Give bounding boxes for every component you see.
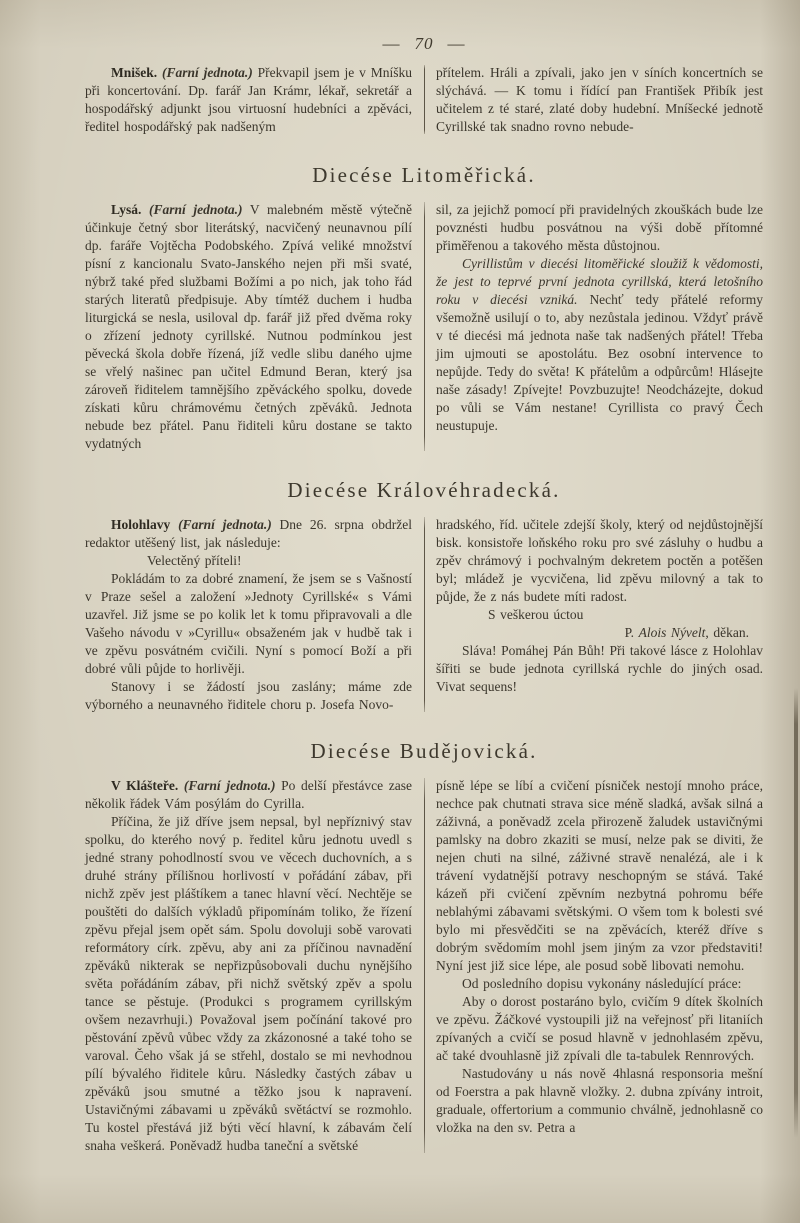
signature-name: Alois Nývelt xyxy=(638,625,706,640)
paragraph-stanovy xyxy=(85,678,412,714)
paragraph-text: přítelem. Hráli a zpívali, jako jen v síních koncertních se slýchává. — K tomu i řídící pan František Přibík jest učitelem z té staré, zlaté doby hudební. Mníšecké jednotě Cyrillské tak snadno rovno nebude- xyxy=(436,65,763,134)
paragraph-od-posledniho xyxy=(436,975,763,993)
paragraph-text: Po delší přestávce zase několik řádek Vám posýlám do Cyrilla. xyxy=(85,778,412,811)
intro-right-column xyxy=(436,64,763,136)
paragraph-letter-body xyxy=(85,570,412,678)
paragraph-text: Aby o dorost postaráno bylo, cvičím 9 dítek školních ve zpěvu. Žáčkové vystoupili již na veřejnosť při litaniích zpívaných a cvičí se posud hlavně v jednohlasém zpěvu, ač také dvouhlasně již zpívali dle ta-tabulek Rennrových. xyxy=(436,994,763,1063)
parish-name: Mnišek. xyxy=(111,65,158,80)
section-litomerice xyxy=(85,201,763,453)
diocese-heading-hradec: Diecése Královéhradecká. xyxy=(287,478,561,502)
litomerice-right-column xyxy=(436,201,763,453)
letter-closing: S veškerou úctou xyxy=(488,607,584,622)
column-divider xyxy=(424,778,425,1153)
signature-title: , děkan. xyxy=(705,625,749,640)
parish-subtitle: (Farní jednota.) xyxy=(162,65,253,80)
paragraph-holohlavy-continued xyxy=(436,516,763,606)
paragraph-cyrillistum xyxy=(436,255,763,435)
column-divider xyxy=(424,517,425,712)
paragraph-slava xyxy=(436,642,763,696)
paragraph-text: Nastudovány u nás nově 4hlasná responsoria mešní od Foerstra a pak hlavně vložky. 2. dubna zpívány introit, graduale, offertorium a communio chválně, jednohlasně co vložka na den sv. Petra a xyxy=(436,1066,763,1135)
page-number-dash-right: — xyxy=(447,34,466,53)
paragraph-text: hradského, říd. učitele zdejší školy, který od nejdůstojnější bisk. konsistoře loňského roku pro své zásluhy o hudbu a zpěv chrámový i pochvalným dekretem poctěn a potěšen byl; mládež je vycvičena, lid zpěvu milovný a tak to půjde, že z nás budete míti radost. xyxy=(436,517,763,604)
litomerice-left-column xyxy=(85,201,412,453)
parish-subtitle: (Farní jednota.) xyxy=(183,778,276,793)
paragraph-text: Příčina, že již dříve jsem nepsal, byl nepříznivý stav spolku, do kterého nový p. ředitel kůru jednotu uvedl s jedné strany pohodlností svou ve věcech duchovních, a s druhé strány přílišnou horlivostí v pořádání zábav, při nichž zpěv jest pláštíkem a tanec hlavní věcí. Nechtěje se pouštěti do dalších výkladů připomínám toliko, že řízení zpěvu přejal jsem opět sám. Spolu dovoluji sobě varovati reformátory círk. zpěvu, aby ani za příčinou navnadění zpěváků nikterak se nepřizpůsobovali duchu nynějšího světa pořádáním zábav, při nichž světský zpěv a spolu tance se pěstuje. (Produkci s programem cyrillským ovšem nezavrhuji.) Považoval jsem počínání takové pro pěstování zpěvů vůbec vždy za zkázonosné a také toho se varoval. Čeho však já se střehl, dostalo se mi nevhodnou pílí bývalého řiditele kůru. Následky častých zábav u zpěváků jsou smutné a těžko jsou k napravení. Ustavičnými zábavami u zpěváků světáctví se rozmohlo. Tu kostel přestává již býti věcí hlavní, k zábavám čelí snaha veškerá. Poněvadž hudba taneční a světské xyxy=(85,814,412,1153)
parish-subtitle: (Farní jednota.) xyxy=(178,517,272,532)
paragraph-vklastere-continued xyxy=(436,777,763,975)
paragraph-mnisek-continued xyxy=(436,64,763,136)
paragraph-vklastere xyxy=(85,777,412,813)
hradec-right-column xyxy=(436,516,763,714)
diocese-heading-budejovice: Diecése Budějovická. xyxy=(310,739,538,763)
paragraph-text: Od posledního dopisu vykonány následující práce: xyxy=(462,976,742,991)
paragraph-text: Nechť tedy přátelé reformy všemožně usilují o to, aby nezůstala jedinou. Vždyť právě v té diecési má jednota naše tak nadšených přátel! Třeba jim ujmouti se apostolátu. Bez osobní intervence to nepůjde. Tedy do světa! K přátelům a odpůrcům! Hlásejte naše zásady! Zpívejte! Povzbuzujte! Neodcházejte, dokud po vůli se Vám nestane! Cyrillista co pravý Čech neustupuje. xyxy=(436,292,764,433)
page-edge-shadow xyxy=(794,688,798,1138)
section-budejovice xyxy=(85,777,763,1155)
paragraph-pricina xyxy=(85,813,412,1155)
column-divider xyxy=(424,65,425,134)
letter-salutation: Velectěný příteli! xyxy=(147,553,242,568)
page-number-dash-left: — xyxy=(382,34,401,53)
budejovice-left-column xyxy=(85,777,412,1155)
intro-left-column xyxy=(85,64,412,136)
hradec-left-column xyxy=(85,516,412,714)
paragraph-aby-o-dorost xyxy=(436,993,763,1065)
signature-prefix: P. xyxy=(624,625,634,640)
budejovice-right-column xyxy=(436,777,763,1155)
diocese-heading-litomerice: Diecése Litoměřická. xyxy=(312,163,536,187)
page-number xyxy=(85,34,763,54)
parish-name: Lysá. xyxy=(111,202,142,217)
parish-subtitle: (Farní jednota.) xyxy=(149,202,243,217)
section-intro xyxy=(85,64,763,136)
paragraph-nastudovany xyxy=(436,1065,763,1137)
page-number-value: 70 xyxy=(414,34,434,53)
parish-name: V Klášteře. xyxy=(111,778,179,793)
paragraph-text: Sláva! Pomáhej Pán Bůh! Při takové lásce z Holohlav šířiti se bude jednota cyrillská rychle do jiných osad. Vivat sequens! xyxy=(436,643,763,694)
paragraph-text-italic: Cyrillistům v diecési litoměřické sloužiž k vědomosti, že jest to teprvé první jednota cyrillská, která letošního roku v diecési vzniká. xyxy=(436,256,763,307)
paragraph-lysa xyxy=(85,201,412,453)
paragraph-mnisek xyxy=(85,64,412,136)
section-hradec xyxy=(85,516,763,714)
paragraph-text: písně lépe se líbí a cvičení písniček nestojí mnoho práce, nechce pak chutnati strava sice méně sladká, avšak silná a záživná, a poněvadž zcela přirozeně žaludek ustavičnými pamlsky na dobro zkaziti se musí, nelze pak se diviti, že nejen chuti na silné, záživné stravě nenalézá, ale i k trávení vydatnější potravy neschopným se stává. Také kázeň při cvičení zpěvním nezbytná pohromu béře neblahými zábavami světskými. O všem tom k bolesti své bylo mi přesvědčiti se na zpěvácích, kteréž dříve s dobrým svědomím mohl jsem jiným za vzor představiti! Nyní jest již sice lépe, ale posud sobě libovati nemohu. xyxy=(436,778,763,973)
paragraph-text: Dne 26. srpna obdržel redaktor utěšený list, jak následuje: xyxy=(85,517,413,550)
paragraph-text: V malebném městě výtečně účinkuje četný sbor literátský, nacvičený neunavnou pílí dp. faráře Vojtěcha Podobského. Zpívá veliké množství písní z kancionalu Svato-Janského nejen při mši svaté, nýbrž také před službami Božími a po nich, jak toho řád starých literatů předpisuje. Aby tímtéž duchem i hudba liturgická se nesla, usiloval dp. farář již před dvěma roky o zřízení jednoty cyrillské. Nutnou podmínkou jest pěvecká škola dobře řízená, jíž vedle slibu daného ujme se vřelý našinec pan učitel Edmund Beran, který jsa zároveň řiditelem tamnějšího zpěváckého spolku, dovede získati kůru chrámovému četných zpěváků. Jednota nebude bez přátel. Panu řiditeli kůru dostane se takto vydatných xyxy=(85,202,412,451)
paragraph-text: Pokládám to za dobré znamení, že jsem se s Vašností v Praze sešel a založení »Jednoty Cyrillské« s Vámi uzavřel. Již jsme se po kolik let k tomu připravovali a dle Vašeho návodu v »Cyrillu« obsaženém jak v hudbě tak i ve zpěvu posvátném cvičili. Nyní s pomocí Boží a při dobré vůli půjde to horlivěji. xyxy=(85,571,412,676)
paragraph-holohlavy xyxy=(85,516,412,552)
paragraph-text: Stanovy i se žádostí jsou zaslány; máme zde výborného a neunavného řiditele choru p. Josefa Novo- xyxy=(85,679,412,712)
paragraph-lysa-continued xyxy=(436,201,763,255)
paragraph-text: sil, za jejichž pomocí při pravidelných zkouškách bude lze povznésti hudbu posvátnou na výši době přítomné přiměřenou a takového města důstojnou. xyxy=(436,202,763,253)
parish-name: Holohlavy xyxy=(111,517,171,532)
column-divider xyxy=(424,202,425,451)
letter-signature xyxy=(436,624,763,642)
paragraph-text: Překvapil jsem je v Mníšku při koncertování. Dp. farář Jan Krámr, lékař, sekretář a hospodářský adjunkt jsou virtuosní hudebníci a zpěváci, ředitel hospodářský pak nadšeným xyxy=(85,65,413,134)
